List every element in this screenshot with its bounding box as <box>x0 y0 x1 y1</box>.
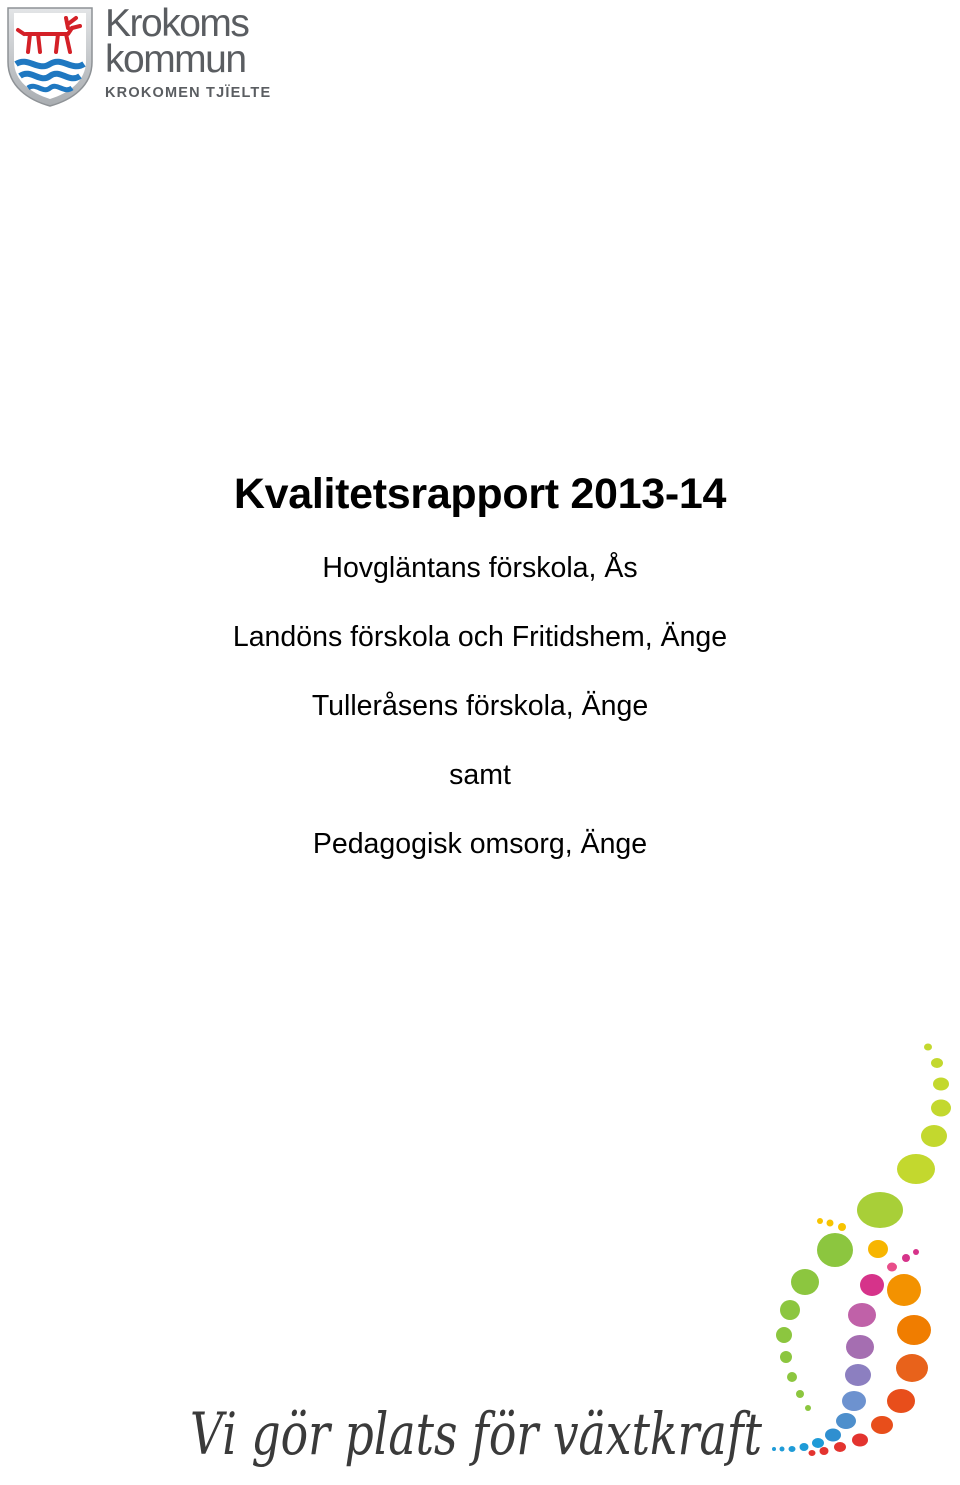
unit-item: Pedagogisk omsorg, Änge <box>312 828 648 860</box>
logo-name-line-2: kommun <box>105 38 246 81</box>
tagline-graphic <box>188 1392 768 1484</box>
unit-item: Hovgläntans förskola, Ås <box>322 552 638 584</box>
unit-item: Landöns förskola och Fritidshem, Änge <box>232 621 728 653</box>
logo-wordmark <box>105 2 285 101</box>
tagline-text: Vi gör plats för växtkraft <box>190 1400 763 1468</box>
growth-dots-icon <box>770 1035 960 1465</box>
document-title: Kvalitetsrapport 2013-14 <box>233 470 727 518</box>
unit-item: Tulleråsens förskola, Änge <box>311 690 649 722</box>
coat-of-arms-icon <box>6 4 94 108</box>
logo-name-line-1: Krokoms <box>105 2 249 45</box>
unit-list <box>0 551 960 861</box>
title-block <box>0 468 960 896</box>
logo-sami-name: KROKOMEN TJÏELTE <box>105 85 272 101</box>
municipality-logo <box>6 4 286 108</box>
unit-item: samt <box>449 759 511 791</box>
